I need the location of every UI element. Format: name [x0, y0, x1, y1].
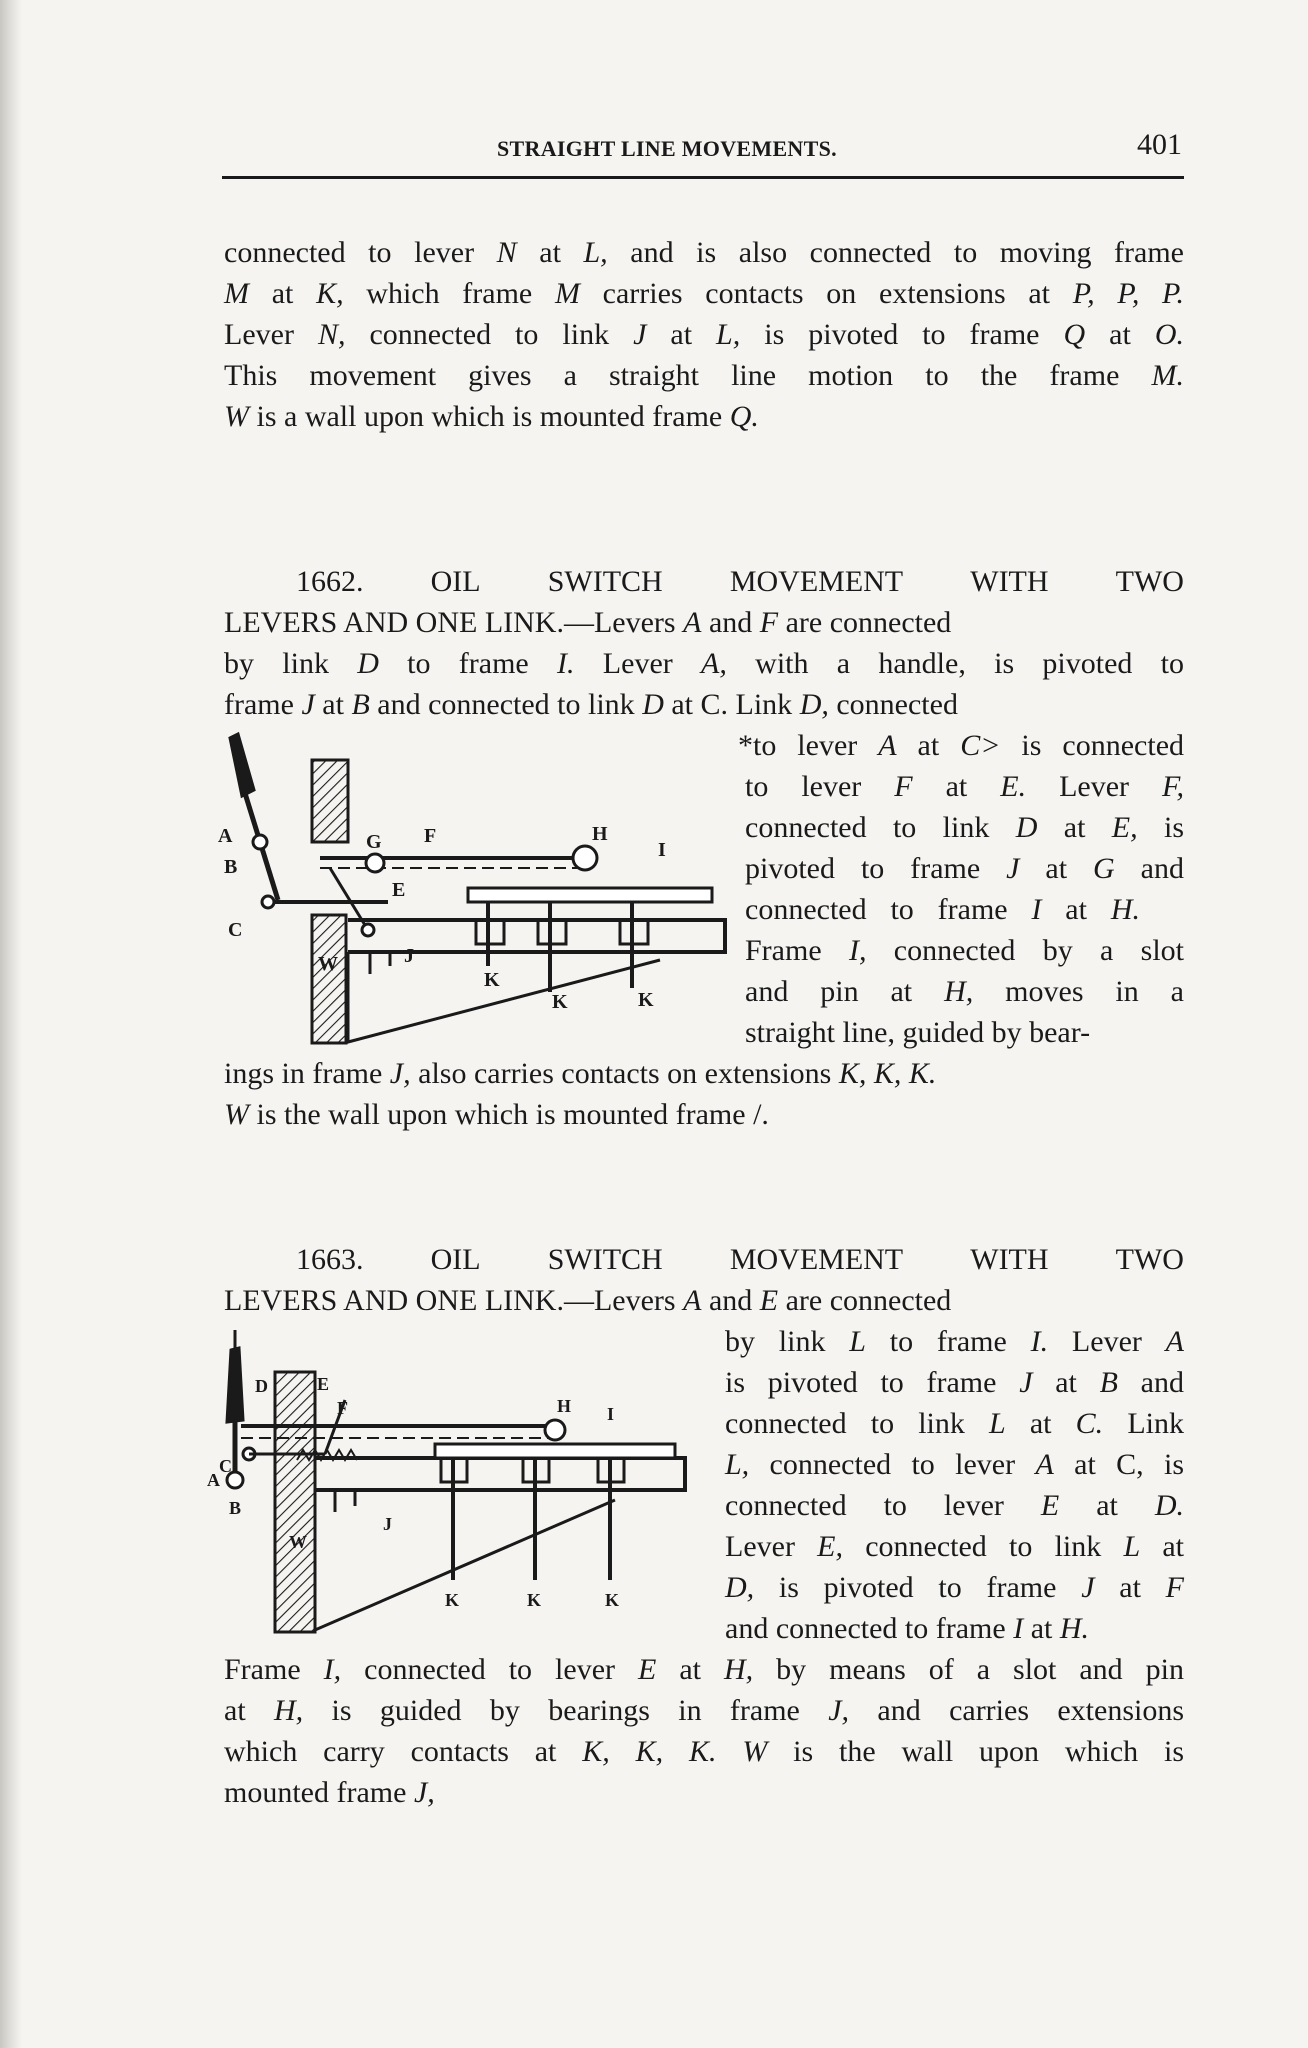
wall-upper: [312, 760, 348, 842]
intro-line-4: This movement gives a straight line motion to the frame M.: [224, 359, 1184, 392]
s1662-right-8: straight line, guided by bear-: [745, 1016, 1091, 1049]
intro-line-2: M at K, which frame M carries contacts on extensions at P, P, P.: [224, 277, 1185, 310]
s1662-right-2: to lever F at E. Lever F,: [745, 770, 1184, 803]
label-a: A: [218, 825, 233, 847]
figure-1662-drawing: [220, 730, 735, 1050]
s1663-line-2: LEVERS AND ONE LINK.—Levers A and E are connected: [224, 1284, 952, 1317]
label-f: F: [424, 825, 437, 847]
s1663-right-7: D, is pivoted to frame J at F: [725, 1571, 1184, 1604]
s1662-line-3: by link D to frame I. Lever A, with a handle, is pivoted to: [224, 647, 1185, 680]
label-a: A: [207, 1470, 220, 1490]
label-b: B: [229, 1498, 242, 1518]
label-w: W: [318, 953, 338, 975]
figure-1662: [220, 730, 735, 1050]
label-i: I: [658, 839, 666, 861]
label-k-2: K: [552, 991, 568, 1013]
label-f: F: [337, 1398, 348, 1418]
s1662-line-4: frame J at B and connected to link D at C. Link D, connected: [224, 688, 958, 721]
wall: [275, 1372, 315, 1632]
label-k-3: K: [605, 1590, 620, 1610]
s1663-right-1: by link L to frame I. Lever A: [725, 1325, 1184, 1358]
label-w: W: [289, 1532, 307, 1552]
page-number: 401: [1137, 128, 1182, 161]
s1663-right-8: and connected to frame I at H.: [725, 1612, 1090, 1645]
s1662-bottom-1: ings in frame J, also carries contacts on extensions K, K, K.: [224, 1057, 937, 1090]
s1662-right-1: *to lever A at C> is connected: [738, 729, 1185, 762]
label-g: G: [366, 831, 382, 853]
intro-line-3: Lever N, connected to link J at L, is pivoted to frame Q at O.: [224, 318, 1184, 351]
s1662-line-2: LEVERS AND ONE LINK.—Levers A and F are connected: [224, 606, 952, 639]
running-title: STRAIGHT LINE MOVEMENTS.: [497, 136, 837, 161]
label-b: B: [224, 856, 238, 878]
s1662-right-5: connected to frame I at H.: [745, 893, 1140, 926]
label-c: C: [228, 919, 243, 941]
s1662-heading: 1662. OIL SWITCH MOVEMENT WITH TWO: [296, 565, 1184, 598]
s1662-right-3: connected to link D at E, is: [745, 811, 1184, 844]
s1663-heading: 1663. OIL SWITCH MOVEMENT WITH TWO: [296, 1243, 1184, 1276]
s1663-bottom-4: mounted frame J,: [224, 1776, 435, 1809]
label-k-2: K: [527, 1590, 542, 1610]
label-k-1: K: [445, 1590, 460, 1610]
label-e: E: [317, 1374, 330, 1394]
label-j: J: [404, 945, 414, 967]
s1663-right-4: L, connected to lever A at C, is: [725, 1448, 1185, 1481]
s1663-right-2: is pivoted to frame J at B and: [725, 1366, 1184, 1399]
s1663-right-3: connected to link L at C. Link: [725, 1407, 1184, 1440]
figure-1663-drawing: [205, 1330, 710, 1640]
label-h: H: [592, 823, 608, 845]
s1662-right-6: Frame I, connected by a slot: [745, 934, 1185, 967]
s1662-right-7: and pin at H, moves in a: [745, 975, 1184, 1008]
label-h: H: [557, 1396, 572, 1416]
s1663-right-5: connected to lever E at D.: [725, 1489, 1185, 1522]
s1663-bottom-1: Frame I, connected to lever E at H, by means of a slot and pin: [224, 1653, 1185, 1686]
label-d: D: [255, 1376, 268, 1396]
scan-edge-shadow: [0, 0, 22, 2048]
s1663-bottom-3: which carry contacts at K, K, K. W is the wall upon which is: [224, 1735, 1185, 1768]
header-rule: [222, 176, 1184, 179]
label-k-3: K: [638, 989, 654, 1011]
s1663-right-6: Lever E, connected to link L at: [725, 1530, 1185, 1563]
wall-lower: [312, 915, 346, 1043]
s1662-bottom-2: W is the wall upon which is mounted frame /.: [224, 1098, 769, 1131]
figure-1663: [205, 1330, 710, 1640]
intro-line-1: connected to lever N at L, and is also connected to moving frame: [224, 236, 1184, 269]
label-c: C: [219, 1456, 232, 1476]
intro-line-5: W is a wall upon which is mounted frame Q.: [224, 400, 759, 433]
label-j: J: [383, 1514, 392, 1534]
s1663-bottom-2: at H, is guided by bearings in frame J, and carries extensions: [224, 1694, 1185, 1727]
label-i: I: [607, 1404, 615, 1424]
label-k-1: K: [484, 969, 500, 991]
label-e: E: [392, 879, 406, 901]
s1662-right-4: pivoted to frame J at G and: [745, 852, 1184, 885]
running-header: [222, 128, 1182, 180]
